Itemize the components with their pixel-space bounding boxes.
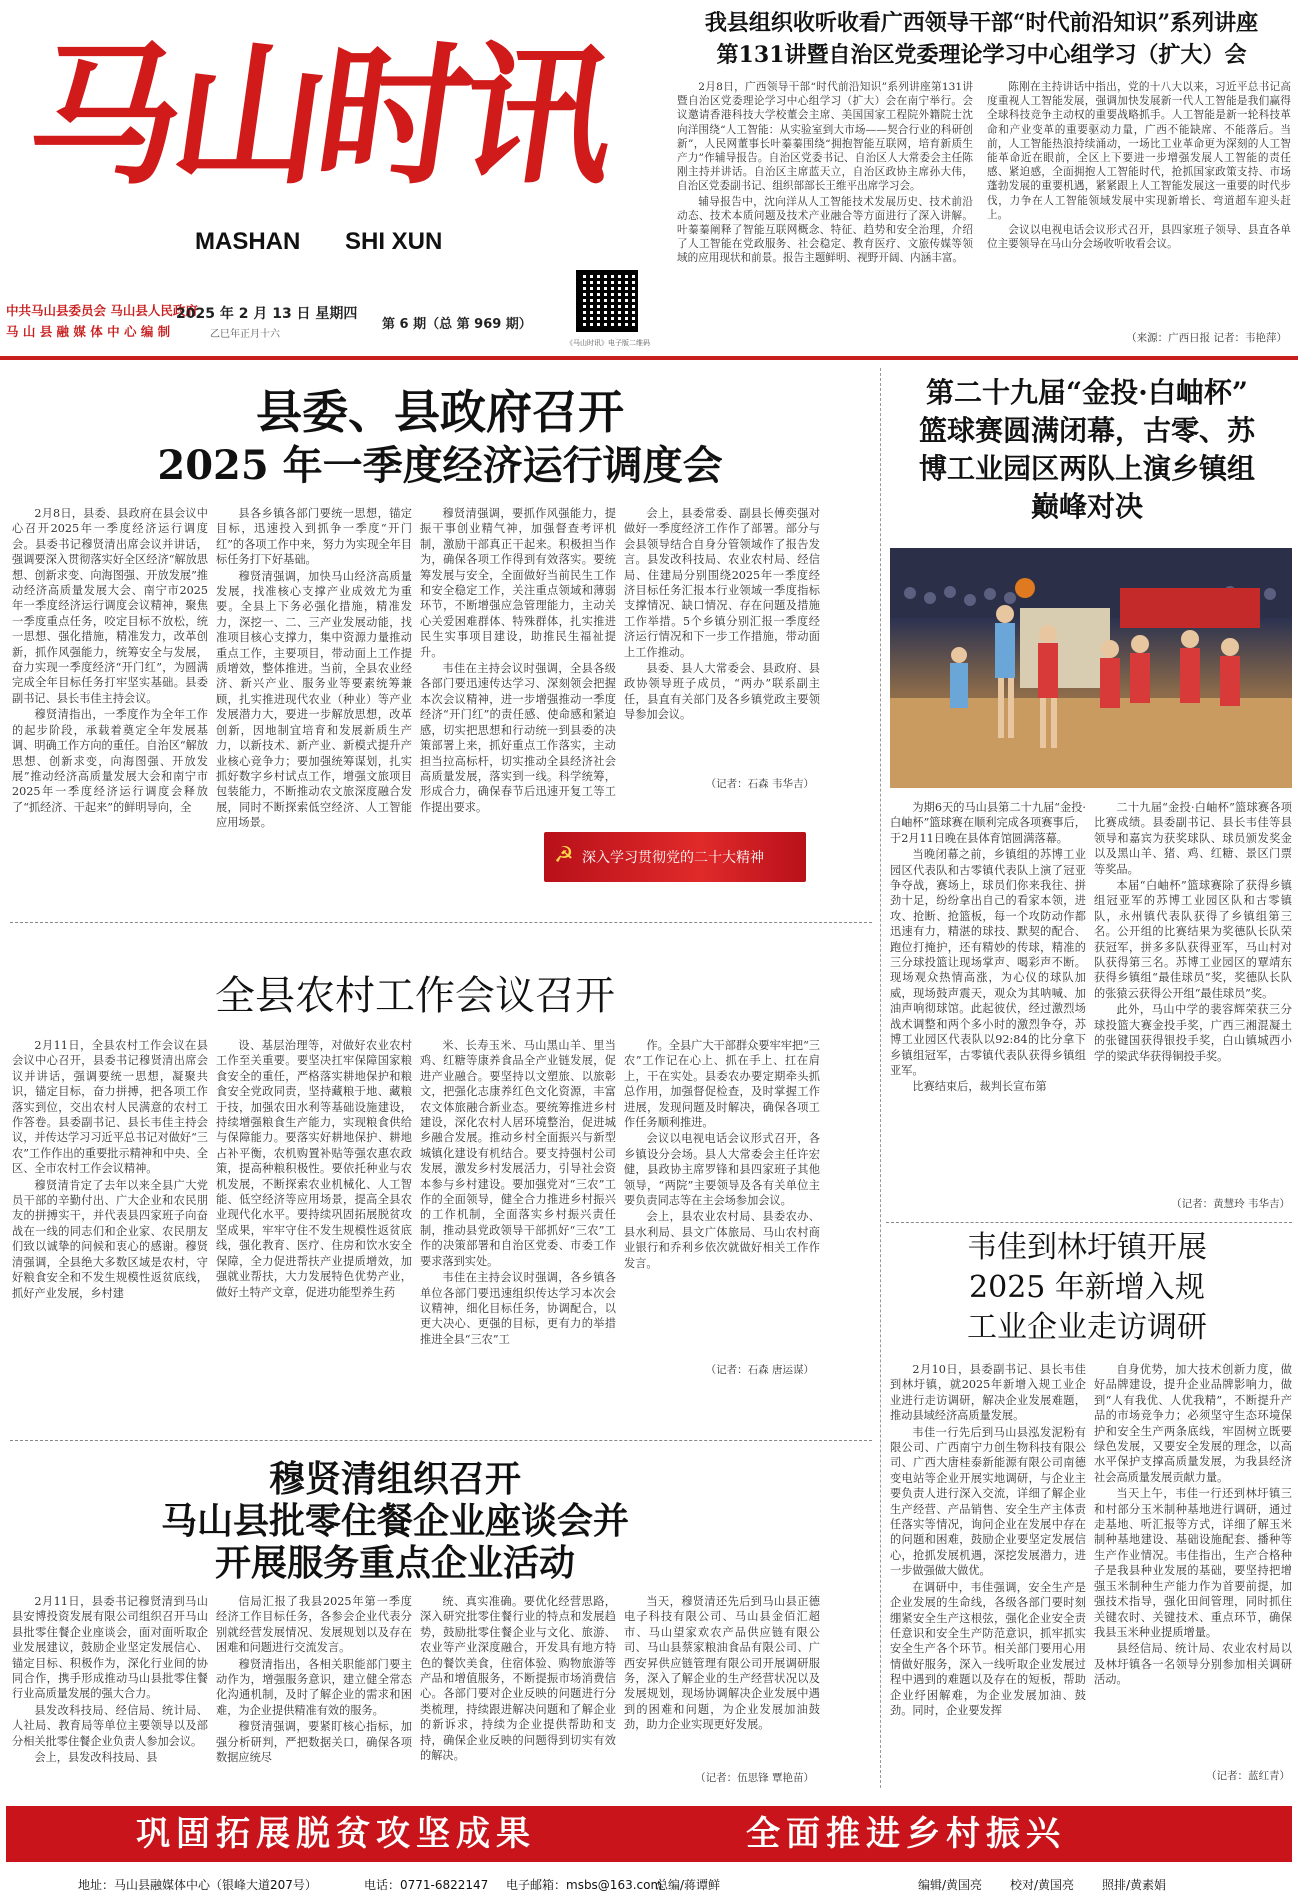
retail-col1: 2月11日，县委书记穆贤清到马山县安博投资发展有限公司组织召开马山县批零住餐企业座谈会，面对面听取企业发展建议，鼓励企业坚定发展信心、锚定目标、积极作为，深化行业间的协同合作，携手形成推动马山县批零住餐行业高质量发展的强大合力。 县发改科技局、经信局、统计局、人社局、教育局等单位主要领导以及部分相关批零住餐企业负责人参加会议。 会上，县发改科技局、县 (12, 1595, 208, 1765)
industry-headline-line2: 2025 年新增入规 (969, 1270, 1205, 1305)
footer-editor: 编辑/黄国亮 (918, 1878, 983, 1892)
retail-col3: 统、真实准确。要优化经营思路，深入研究批零住餐行业的特点和发展趋势，鼓励批零住餐企业与文化、旅游、农业等产业深度融合，开发具有地方特色的餐饮美食，住宿体验、购物旅游等产品和增值服务，不断提振市场消费信心。各部门要对企业反映的问题进行分类梳理，持续跟进解决问题和了解企业的新诉求，持续为企业提供帮助和支持，确保企业反映的问题得到切实有效的解决。 (420, 1595, 616, 1763)
economy-headline-line1: 县委、县政府召开 (256, 385, 624, 439)
rural-col4: 作。全县广大干部群众要牢牢把“三农”工作记在心上、抓在手上、扛在肩上，干在实处。县委农办要定期牵头抓总作用，加强督促检查，及时掌握工作进展，发现问题及时解决，确保各项工作任务顺利推进。 会议以电视电话会议形式召开，各乡镇设分会场。县人大常委会主任许宏健，县政协主席罗锋和县四家班子其他领导，“两院”主要领导及各有关单位主要负责同志等在主会场参加会议。 会上，县农业农村局、县委农办、县水利局、县文广体旅局、马山农村商业银行和乔利乡依次就做好相关工作作发言。 (624, 1039, 820, 1270)
slogan-right: 全面推进乡村振兴 (746, 1814, 1066, 1854)
industry-col2: 自身优势，加大技术创新力度，做好品牌建设，提升企业品牌影响力，做到“人有我优、人优我精”，不断提升产品的市场竞争力；必须坚守生态环境保护和安全生产两条底线，牢固树立既要绿色发展，又要安全发展的理念，以高水平保护支撑高质量发展，为我县经济社会高质量发展贡献力量。 当天上午，韦佳一行还到林圩镇三和村部分玉米制种基地进行调研，通过走基地、听汇报等方式，详细了解玉米制种基地建设、基础设施配套、播种等生产作业情况。韦佳指出，生产合格种子是我县种业发展的基础，要坚持把增强玉米制种生产能力作为首要前提，加强技术指导，强化田间管理，同时抓住关键农时、关键技术、重点环节，确保我县玉米种业提质增量。 县经信局、统计局、农业农村局以及林圩镇各一名领导分别参加相关调研活动。 (1094, 1363, 1292, 1687)
basketball-col1: 为期6天的马山县第二十九届“金投·白岫杯”篮球赛在顺利完成各项赛事后，于2月11日晚在县体育馆圆满落幕。 当晚闭幕之前，乡镇组的苏博工业园区代表队和古零镇代表队上演了冠亚争夺战，赛场上，球员们你来我往、拼劲十足，纷纷拿出自己的看家本领，进攻、抢断、抢篮板，每一个攻防动作都迅速有力，精湛的球技、默契的配合、跑位打掩护，还有精妙的传球，精准的三分球投篮让现场掌声、喝彩声不断。现场观众热情高涨，为心仪的球队加威，现场鼓声震天，观众为其呐喊、加油声响彻球馆。此起彼伏，经过激烈场战术调整和两个多小时的激烈争夺，苏博工业园区代表队以92:84的比分拿下乡镇组冠军，古零镇代表队获得乡镇组亚军。 比赛结束后，裁判长宣布第 (890, 801, 1086, 1094)
column-divider (880, 368, 881, 1788)
economy-divider (10, 922, 872, 923)
basketball-headline-line1: 第二十九届“金投·白岫杯” (926, 376, 1248, 409)
masthead-divider (0, 356, 1298, 360)
retail-col2: 信局汇报了我县2025年第一季度经济工作目标任务，各参会企业代表分别就经营发展情况、发展规划以及存在困难和问题进行交流发言。 穆贤清指出，各相关职能部门要主动作为，增强服务意识，建立健全常态化沟通机制，及时了解企业的需求和困难，为企业提供精准有效的服务。 穆贤清强调，要紧盯核心指标，加强分析研判，严把数据关口，确保各项数据应统尽 (216, 1595, 412, 1765)
economy-col2: 县各乡镇各部门要统一思想，锚定目标，迅速投入到抓争一季度“开门红”的各项工作中来，努力为实现全年目标任务打下好基础。 穆贤清强调，加快马山经济高质量发展，找准核心支撑产业成效尤为重要。全县上下务必强化措施，精准发力，深挖一、二、三产业发展动能，找准项目核心支撑力，集中资源力量推动重点工作，主要项目，带动面上工作提质增效，整体推进。当前，全县农业经济、新兴产业、服务业等要素统筹兼顾，扎实推进现代农业（种业）等产业发展潜力大，要进一步解放思想，改革创新，因地制宜培育和发展新质生产力，以新技术、新产业、新模式提升产业核心竞争力；要加强统筹谋划，扎实抓好数字乡村试点工作，增强文旅项目包装能力，不断推动农文旅深度融合发展，同时不断探索低空经济、人工智能应用场景。 (216, 507, 412, 830)
lunar-date: 乙巳年正月十六 (210, 329, 280, 340)
masthead-pinyin-right: SHI XUN (345, 228, 443, 255)
top-story-col2: 陈刚在主持讲话中指出，党的十八大以来，习近平总书记高度重视人工智能发展，强调加快发展新一代人工智能是我们赢得全球科技竞争主动权的重要战略抓手。人工智能是新一轮科技革命和产业变革的重要驱动力量，广西不能缺席、不能落后。当前，人工智能热浪持续涌动，一场比工业革命更为深刻的人工智能革命近在眼前，全区上下要进一步增强发展人工智能的责任感、紧迫感，全面拥抱人工智能时代，抢抓国家政策支持、市场蓬勃发展的重要机遇，紧紧跟上人工智能发展这一重要的时代步伐，力争在人工智能领域发展中实现新增长、弯道超车迎头赶上。 会议以电视电话会议形式召开，县四家班子领导、县直各单位主要领导在马山分会场收听收看会议。 (987, 81, 1291, 251)
party-emblem-icon: ☭ (554, 843, 574, 868)
top-story-headline-line2: 第131讲暨自治区党委理论学习中心组学习（扩大）会 (716, 42, 1247, 68)
industry-col1: 2月10日，县委副书记、县长韦佳到林圩镇，就2025年新增入规工业企业进行走访调研，解决企业发展难题，推动县域经济高质量发展。 韦佳一行先后到马山县泓发泥粉有限公司、广西南宁力创生物科技有限公司、广西大唐桂泰新能源有限公司南德变电站等企业开展实地调研，与企业主要负责人进行深入交流，详细了解企业生产经营、产品销售、安全生产主体责任落实等情况，询问企业在发展中存在的问题和困难，鼓励企业要坚定发展信心，抢抓发展机遇，深挖发展潜力，进一步做强做大做优。 在调研中，韦佳强调，安全生产是企业发展的生命线，各级各部门要时刻绷紧安全生产这根弦，强化企业安全责任意识和安全生产防范意识，抓牢抓实安全生产各个环节。相关部门要用心用情做好服务，深入一线听取企业发展过程中遇到的难题以及存在的短板，帮助企业纾困解难，为企业发展加油、鼓劲。同时，企业要发挥 (890, 1363, 1086, 1717)
industry-headline-line1: 韦佳到林圩镇开展 (967, 1230, 1207, 1265)
basketball-headline-line2: 篮球赛圆满闭幕，古零、苏 (918, 414, 1255, 447)
masthead-title: 马山时讯 (18, 26, 620, 205)
story-economy (0, 362, 880, 922)
top-story-col1: 2月8日，广西领导干部“时代前沿知识”系列讲座第131讲暨自治区党委理论学习中心组学习（扩大）会在南宁举行。会议邀请香港科技大学校董会主席、美国国家工程院外籍院士沈向洋围绕“人工智能：从实验室到大市场——契合行业的科研创新”，人民网董事长叶蓁蓁围绕“拥抱智能互联网，培育新质生产力”作辅导报告。自治区党委书记、自治区人大常委会主任陈刚主持并讲话。自治区主席蓝天立，自治区政协主席孙大伟，自治区党委副书记、组织部部长王维平出席学习会。 辅导报告中，沈向洋从人工智能技术发展历史、技术前沿动态、技术本质问题及技术产业融合等方面进行了深入讲解。叶蓁蓁阐释了智能互联网概念、特征、趋势和安全治理，介绍了人工智能在党政服务、社会稳定、教育医疗、文旅传媒等领域的应用现状和前景。报告主题鲜明、视野开阔、内涵丰富。 (677, 81, 973, 265)
story-rural (0, 930, 880, 1445)
industry-credit: （记者：蓝红青） (1206, 1770, 1290, 1782)
slogan-banner (6, 1806, 1292, 1862)
qr-code[interactable] (576, 270, 638, 332)
story-retail (0, 1448, 880, 1798)
footer (0, 1870, 1298, 1900)
issue-number: 第 6 期（总 第 969 期） (382, 317, 532, 332)
retail-headline-line2: 马山县批零住餐企业座谈会并 (160, 1500, 629, 1542)
party-banner-text: 深入学习贯彻党的二十大精神 (582, 850, 764, 866)
basketball-credit: （记者：黄慧玲 韦华吉） (1171, 1198, 1290, 1210)
rural-col3: 米、长寿玉米、马山黑山羊、里当鸡、红糖等康养食品全产业链发展，促进产业融合。要坚持以文塑旅、以旅彰文，把强化志康养红色文化资源，丰富农文体旅融合新业态。要统筹推进乡村建设，深化农村人居环境整治，促进城乡融合发展。推动乡村全面振兴与新型城镇化建设有机结合。要支持强村公司发展，激发乡村发展活力，引导社会资本参与乡村建设。要加强党对“三农”工作的全面领导，健全合力推进乡村振兴的工作机制，全面落实乡村振兴责任制，推动县党政领导干部抓好“三农”工作的决策部署和自治区党委、市委工作要求落到实处。 韦佳在主持会议时强调，各乡镇各单位各部门要迅速组织传达学习本次会议精神，细化目标任务，协调配合，以更大决心、更强的目标，更有力的举措推进全县“三农”工 (420, 1039, 616, 1346)
rural-col1: 2月11日，全县农村工作会议在县会议中心召开，县委书记穆贤清出席会议并讲话，强调要统一思想，凝聚共识，锚定目标，奋力拼搏，把各项工作落实到位，交出农村人民满意的农村工作答卷。县委副书记、县长韦佳主持会议，并传达学习习近平总书记对做好“三农”工作作出的重要批示精神和中央、全区、全市农村工作会议精神。 穆贤清肯定了去年以来全县广大党员干部的辛勤付出、广大企业和农民朋友的拼搏实干，并代表县四家班子向奋战在一线的同志们和企业家、农民朋友们致以诚挚的问候和衷心的感谢。穆贤清强调，全县绝大多数区域是农村，守好粮食安全和不发生规模性返贫底线，抓好产业发展，乡村建 (12, 1039, 208, 1300)
retail-credit: （记者：伍思锋 覃艳苗） (695, 1772, 814, 1784)
slogan-left: 巩固拓展脱贫攻坚成果 (136, 1814, 536, 1854)
footer-proofread: 校对/黄国亮 (1010, 1878, 1075, 1892)
economy-col4: 会上，县委常委、副县长傅奕强对做好一季度经济工作作了部署。部分与会县领导结合自身分管领域作了报告发言。县发改科技局、农业农村局、经信局、住建局分别围绕2025年一季度经济目标任务汇报本行业领域一季度指标支撑情况、缺口情况、存在问题及措施工作举措。5个乡镇分别汇报一季度经济运行情况和下一步工作措施，带动面上工作推动。 县委、县人大常委会、县政府、县政协领导班子成员，“两办”联系副主任，县直有关部门及各乡镇党政主要领导参加会议。 (624, 507, 820, 722)
footer-email[interactable]: 电子邮箱：msbs@163.com (506, 1878, 663, 1892)
footer-layout: 照排/黄素娟 (1102, 1878, 1167, 1892)
retail-headline-line1: 穆贤清组织召开 (268, 1458, 521, 1500)
masthead (0, 0, 670, 350)
retail-col4: 当天，穆贤清还先后到马山县正德电子科技有限公司、马山县金佰汇超市、马山望家欢农产品供应链有限公司、马山县蔡家粮油食品有限公司、广西安昇供应链管理有限公司开展调研服务，深入了解企业的生产经营状况以及发展规划，现场协调解决企业发展中遇到的困难和问题，为企业发展加油鼓劲，助力企业实现更好发展。 (624, 1595, 820, 1732)
industry-headline-line3: 工业企业走访调研 (967, 1310, 1207, 1345)
footer-address: 地址：马山县融媒体中心（银峰大道207号） (78, 1878, 317, 1892)
top-story (665, 0, 1298, 352)
party-banner (544, 832, 806, 882)
rural-credit: （记者：石森 唐运谋） (705, 1364, 814, 1376)
basketball-photo-illustration (890, 548, 1292, 788)
top-story-headline-line1: 我县组织收听收看广西领导干部“时代前沿知识”系列讲座 (704, 10, 1259, 36)
basketball-headline-line3: 博工业园区两队上演乡镇组 (918, 452, 1255, 485)
masthead-pinyin-left: MASHAN (195, 228, 301, 255)
footer-chief-editor: 总编/蒋谭鲜 (656, 1878, 721, 1892)
issue-date: 2025 年 2 月 13 日 星期四 (176, 306, 358, 322)
rural-headline: 全县农村工作会议召开 (215, 973, 615, 1019)
story-industry (882, 1228, 1298, 1798)
rural-divider (10, 1440, 872, 1441)
top-story-credit: （来源：广西日报 记者：韦艳萍） (1126, 332, 1287, 344)
economy-col3: 穆贤清强调，要抓作风强能力，提振干事创业精气神，加强督查考评机制，激励干部真正干起来。积极担当作为，确保各项工作得到有效落实。要统筹发展与安全，全面做好当前民生工作和安全稳定工作，关注重点领域和薄弱环节，不断增强应急管理能力，主动关心关爱困难群体、特殊群体，扎实推进民生实事项目建设，助推民生福祉提升。 韦佳在主持会议时强调，全县各级各部门要迅速传达学习、深刻领会把握本次会议精神，进一步增强推动一季度经济“开门红”的责任感、使命感和紧迫感，切实把思想和行动统一到县委的决策部署上来，抓好重点工作落实，主动担当拉高标杆，切实推动全县经济社会高质量发展，落实到一线。科学统筹，形成合力，确保春节后迅速开复工等工作提出要求。 (420, 507, 616, 814)
basketball-headline-line4: 巅峰对决 (1030, 490, 1143, 523)
basketball-photo (890, 548, 1292, 788)
economy-col1: 2月8日，县委、县政府在县会议中心召开2025年一季度经济运行调度会。县委书记穆贤清出席会议并讲话，强调要深入贯彻落实好全区经济“解放思想、创新求变、向海图强、开放发展”推动经济高质量发展大会、南宁市2025年一季度经济运行调度会议精神，聚焦一季度重点任务，咬定目标不放松，统一思想、强化措施，精准发力，改革创新，抓作风强能力，统筹安全与发展，奋力实现一季度经济“开门红”，为圆满完成全年目标任务打牢坚实基础。县委副书记、县长韦佳主持会议。 穆贤清指出，一季度作为全年工作的起步阶段，承载着奠定全年发展基调、明确工作方向的重任。自治区“解放思想、创新求变，向海图强、开放发展”推动经济高质量发展大会和南宁市2025年一季度经济运行调度会释放了“抓经济、干起来”的鲜明导向，全 (12, 507, 208, 814)
publisher-line1: 中共马山县委员会 马山县人民政府 (6, 303, 198, 318)
story-basketball (882, 362, 1298, 1222)
basketball-col2: 二十九届“金投·白岫杯”篮球赛各项比赛成绩。县委副书记、县长韦佳等县领导和嘉宾为获奖球队、球员颁发奖金以及黑山羊、猪、鸡、红糖、景区门票等奖品。 本届“白岫杯”篮球赛除了获得乡镇组冠亚军的苏博工业园区队和古零镇队，永州镇代表队获得了乡镇组第三名。公开组的比赛结果为奖德队长队荣获冠军，拼多多队获得亚军，马山村对队获得第三名。苏博工业园区的覃靖东获得乡镇组“最佳球员”奖，奖德队长队的张猿云获得公开组“最佳球员”奖。 此外，马山中学的裴容辉荣获三分球投篮大赛金投手奖，广西三湘混凝土的张键国获得银投手奖，白山镇城西小学的梁武华获得铜投手奖。 (1094, 801, 1292, 1063)
basketball-divider (886, 1222, 1292, 1223)
qr-caption: 《马山时讯》电子版二维码 (566, 339, 650, 347)
rural-col2: 设、基层治理等，对做好农业农村工作至关重要。要坚决扛牢保障国家粮食安全的重任，严格落实耕地保护和粮食安全党政同责，坚持藏粮于地、藏粮于技，加强农田水利等基础设施建设，持续增强粮食生产能力，实现粮食供给与保障能力。要落实好耕地保护、耕地占补平衡，农机购置补贴等强农惠农政策，提高种粮积极性。要依托种业与农机发展，不断探索农业机械化、人工智能、低空经济等应用场景，提高全县农业现代化水平。要持续巩固拓展脱贫攻坚成果，牢牢守住不发生规模性返贫底线，强化教育、医疗、住房和饮水安全保障，全力促进帮扶产业提质增效，加强就业帮扶，大力发展特色优势产业，做好土特产文章，促进功能型养生药 (216, 1039, 412, 1299)
economy-headline-line2: 2025 年一季度经济运行调度会 (157, 442, 723, 489)
retail-headline-line3: 开展服务重点企业活动 (214, 1542, 575, 1584)
footer-phone: 电话：0771-6822147 (364, 1878, 489, 1892)
economy-credit: （记者：石森 韦华吉） (705, 778, 814, 790)
publisher-line2: 马 山 县 融 媒 体 中 心 编 制 (6, 324, 171, 339)
